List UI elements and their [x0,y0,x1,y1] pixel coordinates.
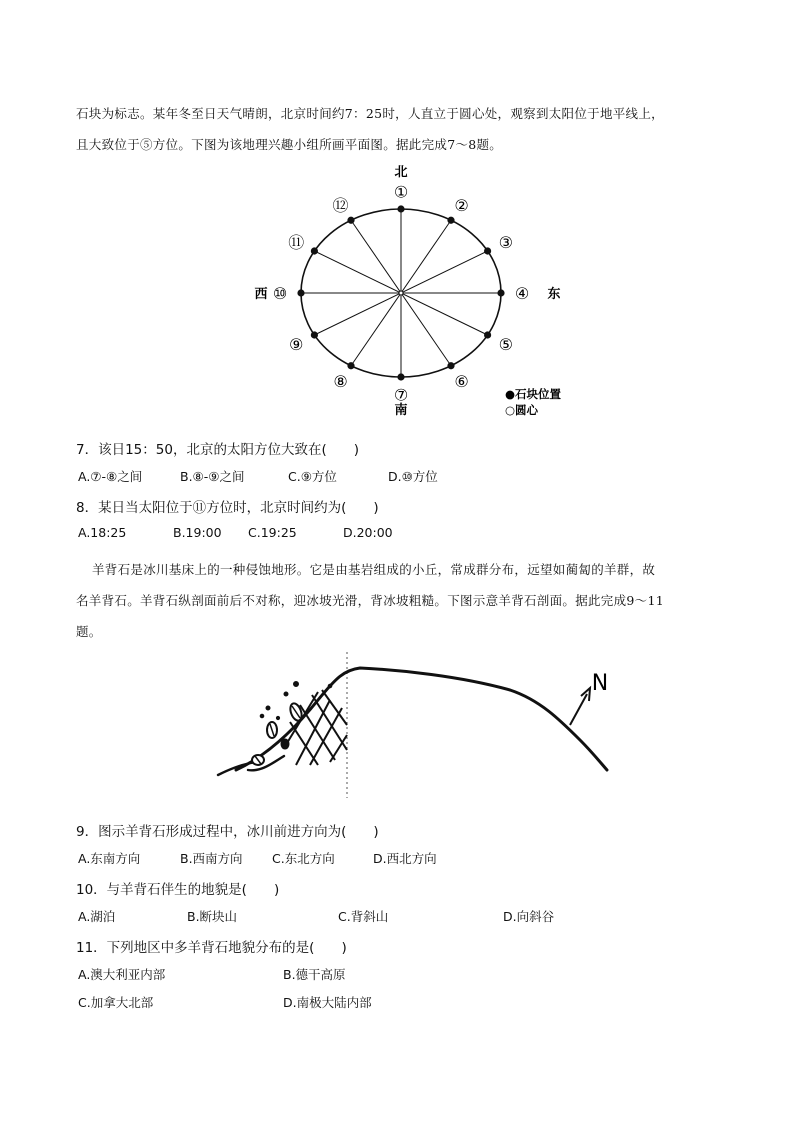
stone-marker [447,217,454,224]
position-label: ⑩ [272,284,288,303]
crosshatch-bedrock [284,690,347,765]
stone-marker [397,373,404,380]
question-9-stem: 9．图示羊背石形成过程中，冰川前进方向为( ) [76,824,379,840]
position-label: ⑥ [454,372,469,392]
question-7-stem: 7．该日15：50，北京的太阳方位大致在( ) [76,442,359,458]
question-10-stem: 10．与羊背石伴生的地貌是( ) [76,882,280,898]
position-label: ④ [514,284,530,303]
direction-east: 东 [547,287,561,302]
q8-option-a[interactable]: A.18:25 [78,525,127,540]
q7-option-d[interactable]: D.⑩方位 [388,469,438,484]
legend-stone: ●石块位置 [505,387,562,401]
q10-option-c[interactable]: C.背斜山 [338,909,389,924]
intro-passage-line-2: 且大致位于⑤方位。下图为该地理兴趣小组所画平面图。据此完成7～8题。 [76,137,503,152]
intro2-passage-line-2: 名羊背石。羊背石纵剖面前后不对称，迎冰坡光滑，背冰坡粗糙。下图示意羊背石剖面。据此完成9～11 [76,593,664,608]
bedrock-profile-line [236,668,607,770]
q10-option-d[interactable]: D.向斜谷 [503,909,555,924]
q7-option-b[interactable]: B.⑧-⑨之间 [180,469,245,484]
q9-option-c[interactable]: C.东北方向 [272,851,335,866]
intro-passage-line-1: 石块为标志。某年冬至日天气晴朗，北京时间约7：25时，人直立于圆心处，观察到太阳位于地平线上， [76,106,664,121]
stone-marker [397,205,404,212]
q10-option-a[interactable]: A.湖泊 [78,909,116,924]
stone-marker [497,289,504,296]
q11-option-b[interactable]: B.德干高原 [283,967,346,982]
q9-option-d[interactable]: D.西北方向 [373,851,437,866]
position-label: ⑧ [333,372,348,392]
position-label: ⑨ [289,334,304,354]
legend-center: ○圆心 [505,403,539,417]
question-11-stem: 11．下列地区中多羊背石地貌分布的是( ) [76,940,347,956]
circle-center [399,291,403,295]
direction-south: 南 [394,403,408,418]
q10-option-b[interactable]: B.断块山 [187,909,238,924]
intro2-passage-line-3: 题。 [76,624,102,639]
stone-marker [347,217,354,224]
position-label: ⑪ [288,233,305,253]
position-label: ⑤ [498,334,513,354]
q8-option-d[interactable]: D.20:00 [343,525,393,540]
question-8-stem: 8．某日当太阳位于⑪方位时，北京时间约为( ) [76,500,379,516]
roche-moutonnee-profile [0,645,794,805]
q11-option-c[interactable]: C.加拿大北部 [78,995,154,1010]
direction-north: 北 [394,165,408,180]
lee-side-ground [218,756,284,775]
q7-option-c[interactable]: C.⑨方位 [288,469,337,484]
compass-diagram [0,160,794,420]
stone-marker [447,362,454,369]
north-arrow-icon [570,688,590,725]
q9-option-b[interactable]: B.西南方向 [180,851,243,866]
q8-option-c[interactable]: C.19:25 [248,525,297,540]
north-arrow-label: N [591,671,609,696]
q11-option-d[interactable]: D.南极大陆内部 [283,995,372,1010]
q8-option-b[interactable]: B.19:00 [173,525,222,540]
stone-marker [297,289,304,296]
position-label: ② [454,195,469,215]
q7-option-a[interactable]: A.⑦-⑧之间 [78,469,143,484]
stone-marker [484,331,491,338]
stone-marker [347,362,354,369]
stone-marker [484,247,491,254]
intro2-passage-line-1: 羊背石是冰川基床上的一种侵蚀地形。它是由基岩组成的小丘，常成群分布，远望如蔺匐的羊群，故 [92,562,656,577]
position-label: ③ [498,233,513,253]
q9-option-a[interactable]: A.东南方向 [78,851,141,866]
stone-marker [311,247,318,254]
stone-marker [311,331,318,338]
position-label: ⑦ [393,385,409,405]
direction-west: 西 [254,287,268,302]
q11-option-a[interactable]: A.澳大利亚内部 [78,967,166,982]
position-label: ⑫ [332,195,349,215]
position-label: ① [393,182,409,202]
